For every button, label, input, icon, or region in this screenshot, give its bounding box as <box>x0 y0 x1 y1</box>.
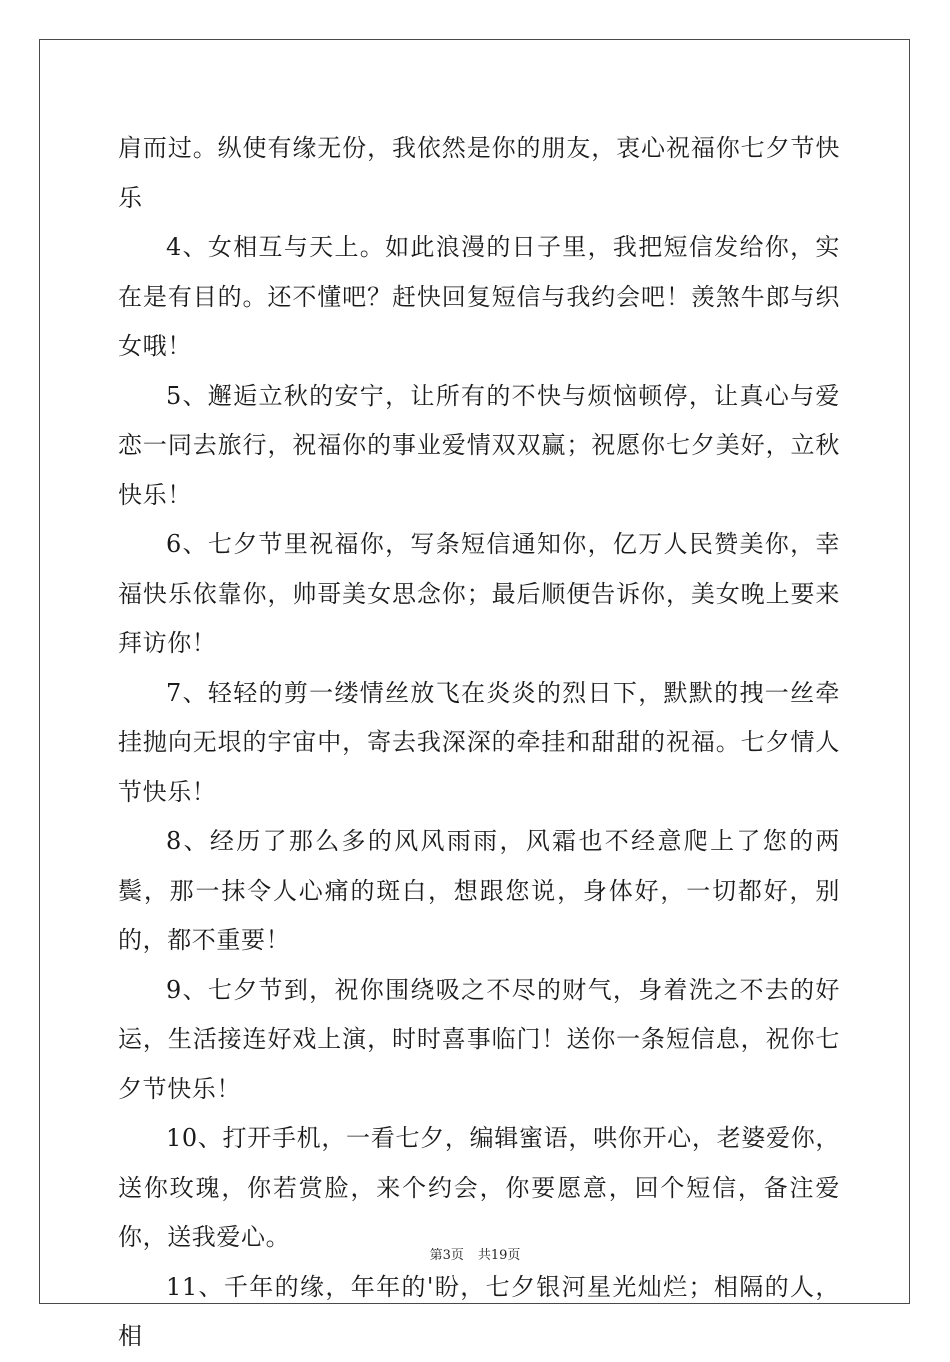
paragraph-item-9: 9、七夕节到，祝你围绕吸之不尽的财气，身着洗之不去的好运，生活接连好戏上演，时时喜事临门！送你一条短信息，祝你七夕节快乐！ <box>118 975 840 1103</box>
paragraph-item-10: 10、打开手机，一看七夕，编辑蜜语，哄你开心，老婆爱你，送你玫瑰，你若赏脸，来个约会，你要愿意，回个短信，备注爱你，送我爱心。 <box>118 1124 840 1251</box>
page-footer <box>0 1247 950 1265</box>
paragraph-item-7: 7、轻轻的剪一缕情丝放飞在炎炎的烈日下，默默的拽一丝牵挂抛向无垠的宇宙中，寄去我深深的牵挂和甜甜的祝福。七夕情人节快乐！ <box>118 678 840 806</box>
paragraph-continuation: 肩而过。纵使有缘无份，我依然是你的朋友，衷心祝福你七夕节快乐 <box>118 134 840 212</box>
document-body <box>118 124 840 1362</box>
paragraph-item-6: 6、七夕节里祝福你，写条短信通知你，亿万人民赞美你，幸福快乐依靠你，帅哥美女思念你；最后顺便告诉你，美女晚上要来拜访你！ <box>118 530 840 657</box>
paragraph-item-11: 11、千年的缘，年年的'盼，七夕银河星光灿烂；相隔的人，相 <box>118 1272 840 1350</box>
paragraph-item-4: 4、女相互与天上。如此浪漫的日子里，我把短信发给你，实在是有目的。还不懂吧？赶快回复短信与我约会吧！羡煞牛郎与织女哦！ <box>118 233 840 360</box>
page-number: 第3页 <box>429 1248 464 1263</box>
paragraph-item-8: 8、经历了那么多的风风雨雨，风霜也不经意爬上了您的两鬓，那一抹令人心痛的斑白，想跟您说，身体好，一切都好，别的，都不重要！ <box>118 827 840 954</box>
paragraph-item-5: 5、邂逅立秋的安宁，让所有的不快与烦恼顿停，让真心与爱恋一同去旅行，祝福你的事业爱情双双赢；祝愿你七夕美好，立秋快乐！ <box>118 381 840 509</box>
total-pages: 共19页 <box>477 1248 521 1263</box>
